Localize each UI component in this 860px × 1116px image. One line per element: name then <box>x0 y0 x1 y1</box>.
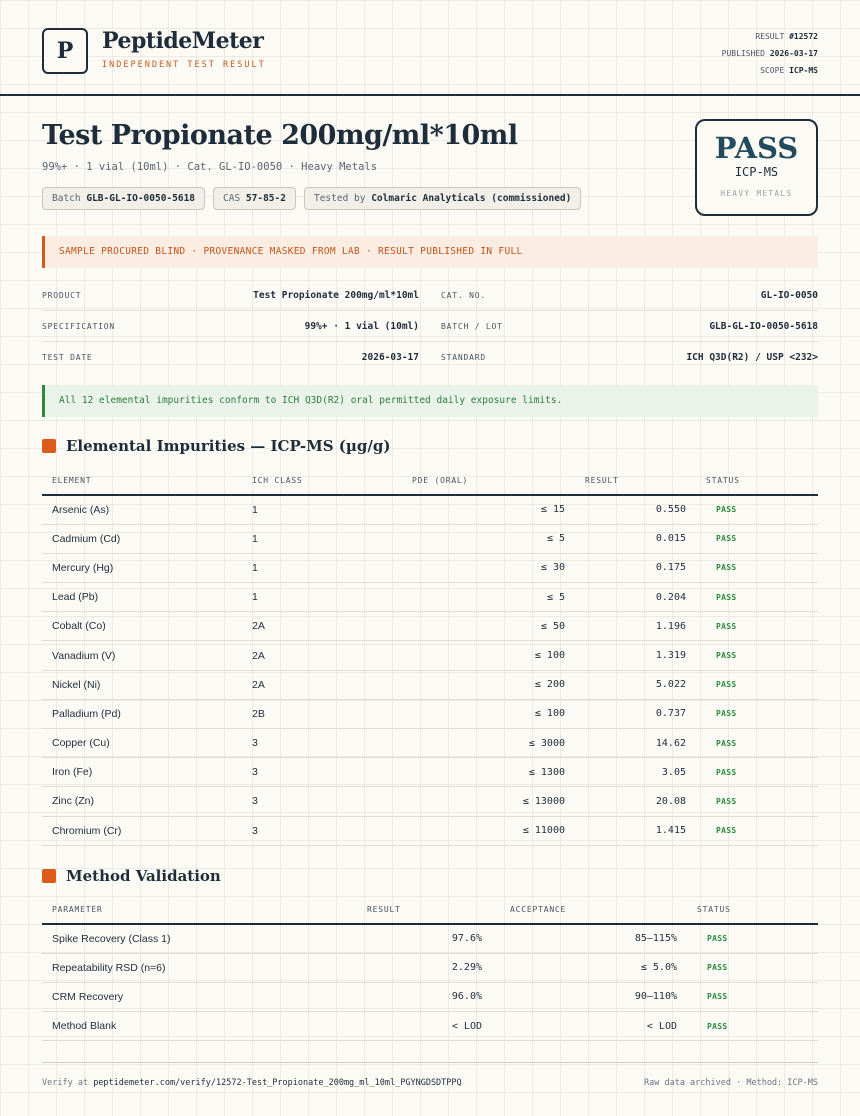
cell-vresult: 2.29% <box>292 953 492 982</box>
product-chips <box>42 187 581 210</box>
report-header <box>42 28 818 88</box>
verify-line <box>42 1078 462 1088</box>
footer-right: Raw data archived · Method: ICP-MS <box>644 1078 818 1088</box>
table-row <box>42 553 818 582</box>
table-row <box>42 495 818 524</box>
cell-status: PASS <box>696 729 818 758</box>
conformance-banner: All 12 elemental impurities conform to ICH Q3D(R2) oral permitted daily exposure limits. <box>42 385 818 417</box>
cell-acceptance: 85–115% <box>492 924 687 953</box>
result-meta <box>722 28 818 79</box>
chip-cas <box>213 187 296 210</box>
cell-status: PASS <box>696 699 818 728</box>
info-catno-value: GL-IO-0050 <box>760 290 818 301</box>
table-row <box>42 729 818 758</box>
cell-pde: ≤ 3000 <box>402 729 575 758</box>
cell-result: 14.62 <box>575 729 696 758</box>
cell-ich-class: 3 <box>242 816 402 845</box>
col-vstatus: STATUS <box>687 896 818 924</box>
logo-letter: P <box>56 38 74 64</box>
cell-result: 0.737 <box>575 699 696 728</box>
cell-pde: ≤ 15 <box>402 495 575 524</box>
cell-result: 0.550 <box>575 495 696 524</box>
chip-cas-value: 57-85-2 <box>245 193 286 204</box>
cell-pde: ≤ 200 <box>402 670 575 699</box>
cell-result: 0.204 <box>575 583 696 612</box>
product-title: Test Propionate 200mg/ml*10ml <box>42 120 518 151</box>
table-header-row <box>42 467 818 495</box>
chip-cas-label: CAS <box>223 193 241 204</box>
cell-vstatus: PASS <box>687 953 818 982</box>
cell-ich-class: 1 <box>242 583 402 612</box>
info-batch-value: GLB-GL-IO-0050-5618 <box>709 321 818 332</box>
cell-pde: ≤ 5 <box>402 524 575 553</box>
meta-published-label: PUBLISHED <box>721 49 765 58</box>
table-row <box>42 699 818 728</box>
cell-pde: ≤ 1300 <box>402 758 575 787</box>
cell-ich-class: 1 <box>242 495 402 524</box>
cell-ich-class: 1 <box>242 553 402 582</box>
cell-parameter: Method Blank <box>42 1012 292 1041</box>
validation-body <box>42 924 818 1041</box>
cell-acceptance: 90–110% <box>492 982 687 1011</box>
stamp-category: HEAVY METALS <box>720 189 793 198</box>
table-row <box>42 524 818 553</box>
meta-scope-value: ICP-MS <box>789 66 818 75</box>
chip-batch <box>42 187 205 210</box>
info-row <box>42 342 818 373</box>
pass-stamp <box>695 119 818 216</box>
footer-divider <box>42 1062 818 1063</box>
cell-acceptance: ≤ 5.0% <box>492 953 687 982</box>
table-row <box>42 1012 818 1041</box>
blind-notice: SAMPLE PROCURED BLIND · PROVENANCE MASKED FROM LAB · RESULT PUBLISHED IN FULL <box>42 236 818 268</box>
section-marker-icon <box>42 439 56 453</box>
chip-tested-value: Colmaric Analyticals (commissioned) <box>371 193 572 204</box>
cell-ich-class: 2B <box>242 699 402 728</box>
col-status: STATUS <box>696 467 818 495</box>
meta-scope <box>722 62 818 79</box>
cell-status: PASS <box>696 583 818 612</box>
info-date-value: 2026-03-17 <box>361 352 419 363</box>
cell-vstatus: PASS <box>687 924 818 953</box>
cell-vstatus: PASS <box>687 982 818 1011</box>
table-row <box>42 670 818 699</box>
cell-result: 5.022 <box>575 670 696 699</box>
header-divider <box>0 94 860 96</box>
cell-element: Palladium (Pd) <box>42 699 242 728</box>
cell-status: PASS <box>696 670 818 699</box>
cell-element: Copper (Cu) <box>42 729 242 758</box>
col-element: ELEMENT <box>42 467 242 495</box>
cell-ich-class: 2A <box>242 670 402 699</box>
cell-ich-class: 3 <box>242 758 402 787</box>
cell-element: Vanadium (V) <box>42 641 242 670</box>
info-batch-label: BATCH / LOT <box>441 322 503 331</box>
info-row <box>42 280 818 311</box>
cell-status: PASS <box>696 495 818 524</box>
info-row <box>42 311 818 342</box>
cell-parameter: Repeatability RSD (n=6) <box>42 953 292 982</box>
cell-result: 3.05 <box>575 758 696 787</box>
table-row <box>42 787 818 816</box>
cell-pde: ≤ 100 <box>402 641 575 670</box>
cell-vresult: 97.6% <box>292 924 492 953</box>
table-row <box>42 758 818 787</box>
cell-status: PASS <box>696 553 818 582</box>
cell-parameter: CRM Recovery <box>42 982 292 1011</box>
cell-status: PASS <box>696 787 818 816</box>
cell-element: Cadmium (Cd) <box>42 524 242 553</box>
col-pde: PDE (ORAL) <box>402 467 575 495</box>
info-product-label: PRODUCT <box>42 291 82 300</box>
cell-element: Iron (Fe) <box>42 758 242 787</box>
cell-status: PASS <box>696 641 818 670</box>
meta-scope-label: SCOPE <box>760 66 785 75</box>
elemental-body <box>42 495 818 845</box>
cell-element: Lead (Pb) <box>42 583 242 612</box>
cell-result: 1.415 <box>575 816 696 845</box>
validation-table <box>42 896 818 1041</box>
cell-status: PASS <box>696 758 818 787</box>
section-validation-title: Method Validation <box>66 867 221 885</box>
chip-batch-value: GLB-GL-IO-0050-5618 <box>86 193 196 204</box>
chip-tested-by <box>304 187 581 210</box>
cell-result: 0.175 <box>575 553 696 582</box>
col-parameter: PARAMETER <box>42 896 292 924</box>
cell-acceptance: < LOD <box>492 1012 687 1041</box>
cell-ich-class: 2A <box>242 641 402 670</box>
cell-element: Mercury (Hg) <box>42 553 242 582</box>
info-standard-value: ICH Q3D(R2) / USP <232> <box>686 352 818 363</box>
cell-vresult: 96.0% <box>292 982 492 1011</box>
col-acceptance: ACCEPTANCE <box>492 896 687 924</box>
cell-ich-class: 1 <box>242 524 402 553</box>
cell-pde: ≤ 11000 <box>402 816 575 845</box>
cell-pde: ≤ 5 <box>402 583 575 612</box>
info-product-value: Test Propionate 200mg/ml*10ml <box>253 290 419 301</box>
brand-name: PeptideMeter <box>102 28 264 54</box>
table-row <box>42 583 818 612</box>
cell-result: 1.319 <box>575 641 696 670</box>
table-row <box>42 816 818 845</box>
section-elemental-title: Elemental Impurities — ICP-MS (µg/g) <box>66 437 391 455</box>
cell-ich-class: 2A <box>242 612 402 641</box>
cell-element: Cobalt (Co) <box>42 612 242 641</box>
info-spec-value: 99%+ · 1 vial (10ml) <box>304 321 419 332</box>
product-subtitle: 99%+ · 1 vial (10ml) · Cat. GL-IO-0050 · Heavy Metals <box>42 161 378 173</box>
meta-result <box>722 28 818 45</box>
table-header-row <box>42 896 818 924</box>
stamp-verdict: PASS <box>714 131 799 165</box>
info-standard-label: STANDARD <box>441 353 486 362</box>
col-vresult: RESULT <box>292 896 492 924</box>
cell-status: PASS <box>696 816 818 845</box>
cell-pde: ≤ 100 <box>402 699 575 728</box>
table-row <box>42 982 818 1011</box>
cell-element: Arsenic (As) <box>42 495 242 524</box>
elemental-table <box>42 467 818 846</box>
cell-vstatus: PASS <box>687 1012 818 1041</box>
section-elemental <box>42 437 390 455</box>
chip-batch-label: Batch <box>52 193 81 204</box>
cell-result: 1.196 <box>575 612 696 641</box>
stamp-method: ICP-MS <box>734 165 779 179</box>
meta-result-label: RESULT <box>755 32 785 41</box>
cell-result: 20.08 <box>575 787 696 816</box>
table-row <box>42 953 818 982</box>
verify-link[interactable]: peptidemeter.com/verify/12572-Test_Propionate_200mg_ml_10ml_PGYNGDSDTPPQ <box>93 1078 462 1088</box>
table-row <box>42 612 818 641</box>
section-marker-icon <box>42 869 56 883</box>
cell-element: Zinc (Zn) <box>42 787 242 816</box>
section-validation <box>42 867 221 885</box>
info-grid <box>42 280 818 373</box>
cell-pde: ≤ 13000 <box>402 787 575 816</box>
cell-vresult: < LOD <box>292 1012 492 1041</box>
cell-ich-class: 3 <box>242 729 402 758</box>
info-spec-label: SPECIFICATION <box>42 322 116 331</box>
meta-published-value: 2026-03-17 <box>769 49 818 58</box>
verify-label: Verify at <box>42 1078 89 1088</box>
table-row <box>42 641 818 670</box>
col-ich-class: ICH CLASS <box>242 467 402 495</box>
meta-published <box>722 45 818 62</box>
cell-ich-class: 3 <box>242 787 402 816</box>
col-result: RESULT <box>575 467 696 495</box>
cell-status: PASS <box>696 612 818 641</box>
cell-parameter: Spike Recovery (Class 1) <box>42 924 292 953</box>
info-date-label: TEST DATE <box>42 353 93 362</box>
chip-tested-label: Tested by <box>313 193 366 204</box>
cell-status: PASS <box>696 524 818 553</box>
cell-result: 0.015 <box>575 524 696 553</box>
meta-result-value: #12572 <box>789 32 818 41</box>
cell-element: Chromium (Cr) <box>42 816 242 845</box>
brand-logo <box>42 28 88 74</box>
cell-pde: ≤ 50 <box>402 612 575 641</box>
info-catno-label: CAT. NO. <box>441 291 486 300</box>
cell-pde: ≤ 30 <box>402 553 575 582</box>
brand-tagline: INDEPENDENT TEST RESULT <box>102 60 266 70</box>
cell-element: Nickel (Ni) <box>42 670 242 699</box>
table-row <box>42 924 818 953</box>
